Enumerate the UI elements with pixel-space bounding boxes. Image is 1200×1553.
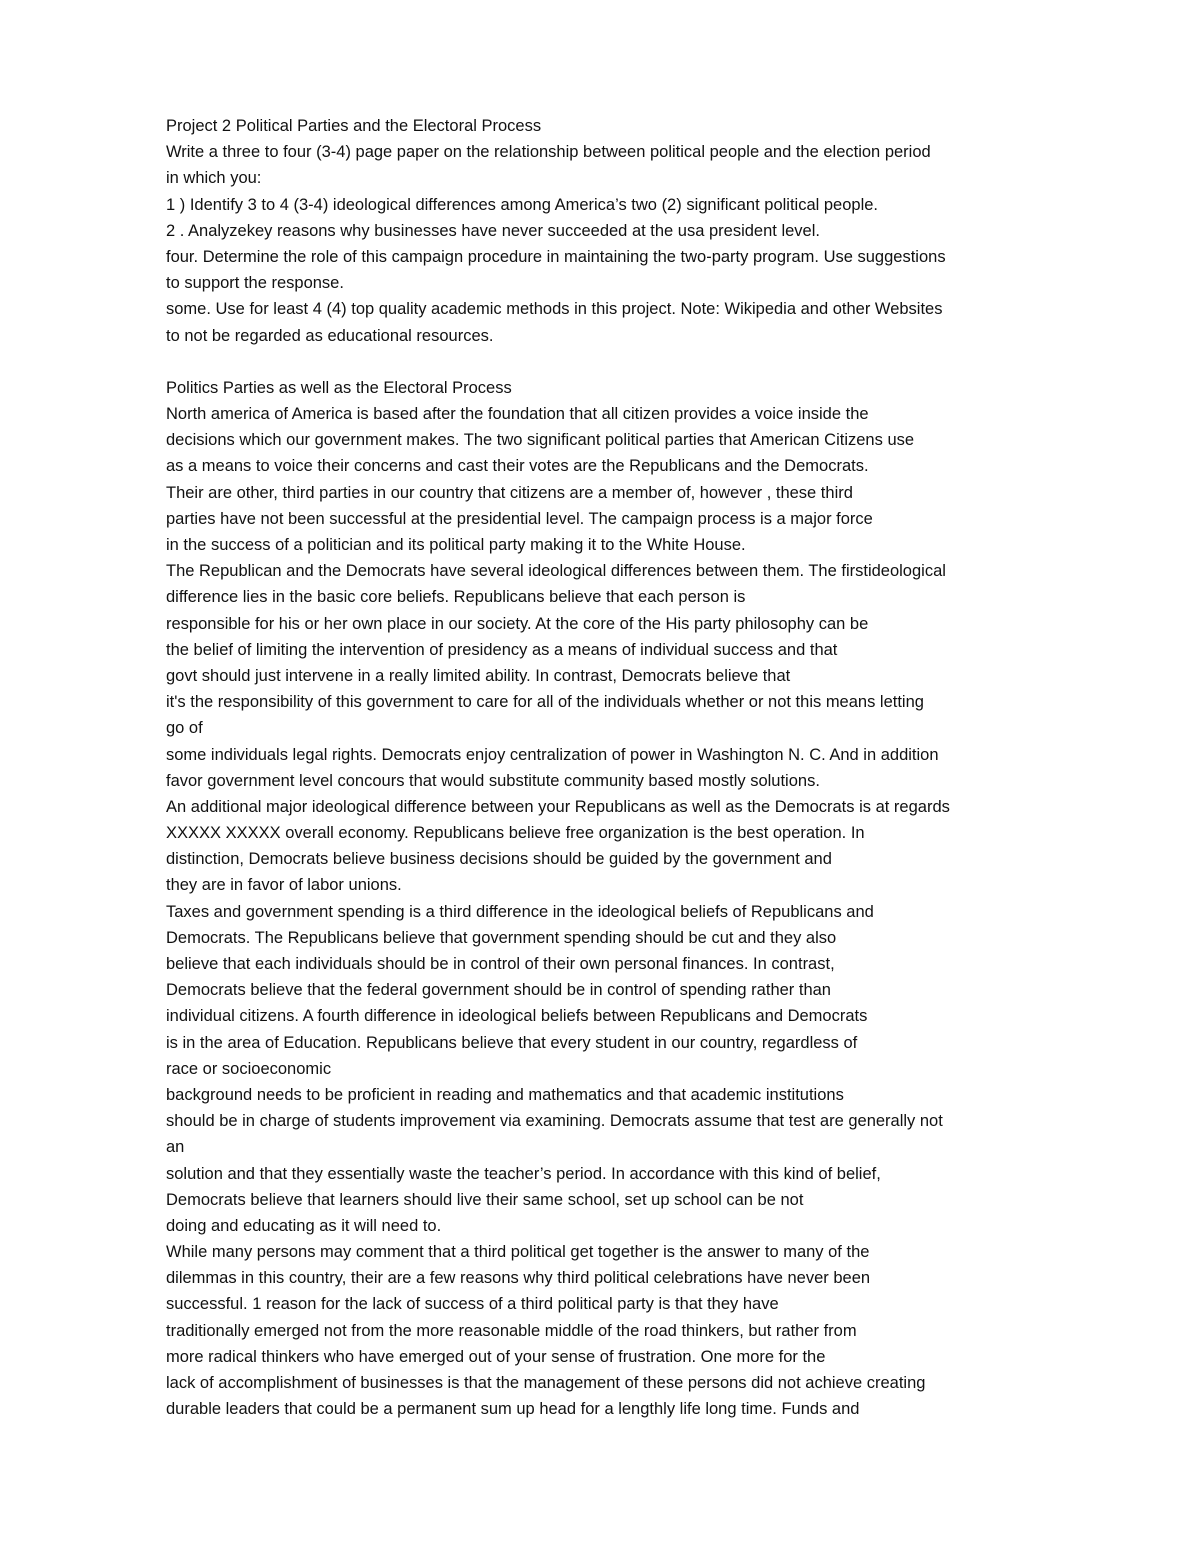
prompt-line: in which you: (166, 169, 262, 188)
essay-line: individual citizens. A fourth difference in ideological beliefs between Republicans and Democrats (166, 1007, 868, 1026)
prompt-line: 1 ) Identify 3 to 4 (3-4) ideological differences among America’s two (2) significant political people. (166, 195, 879, 214)
essay-line: difference lies in the basic core beliefs. Republicans believe that each person is (166, 588, 746, 607)
essay-line: believe that each individuals should be in control of their own personal finances. In contrast, (166, 955, 835, 973)
essay-line: While many persons may comment that a third political get together is the answer to many of the (166, 1243, 870, 1262)
prompt-title: Project 2 Political Parties and the Electoral Process (166, 117, 542, 135)
prompt-line: to support the response. (166, 274, 344, 293)
essay-line: race or socioeconomic (166, 1059, 332, 1078)
essay-title: Politics Parties as well as the Electoral Process (166, 378, 512, 397)
document-body (166, 113, 1126, 1422)
essay-line: it's the responsibility of this government to care for all of the individuals whether or not this means letting (166, 693, 924, 712)
essay-line: favor government level concours that would substitute community based mostly solutions. (166, 771, 820, 790)
essay-line: successful. 1 reason for the lack of success of a third political party is that they have (166, 1295, 779, 1314)
essay-line: the belief of limiting the intervention of presidency as a means of individual success and that (166, 640, 838, 659)
essay-line: background needs to be proficient in reading and mathematics and that academic institutions (166, 1085, 844, 1104)
essay-line: in the success of a politician and its political party making it to the White House. (166, 536, 746, 554)
essay-line: North america of America is based after the foundation that all citizen provides a voice inside the (166, 405, 869, 424)
essay-line: parties have not been successful at the presidential level. The campaign process is a major force (166, 509, 873, 528)
prompt-line: 2 . Analyzekey reasons why businesses have never succeeded at the usa president level. (166, 221, 820, 240)
essay-line: decisions which our government makes. The two significant political parties that American Citizens use (166, 431, 915, 450)
essay-line: traditionally emerged not from the more reasonable middle of the road thinkers, but rather from (166, 1321, 857, 1340)
prompt-line: to not be regarded as educational resources. (166, 326, 494, 345)
essay-line: durable leaders that could be a permanent sum up head for a lengthly life long time. Funds and (166, 1400, 860, 1419)
essay-line: distinction, Democrats believe business decisions should be guided by the government and (166, 850, 832, 869)
assignment-prompt (166, 113, 1126, 349)
essay-line: The Republican and the Democrats have several ideological differences between them. The firstideological (166, 562, 946, 581)
essay-line: Democrats believe that the federal government should be in control of spending rather than (166, 981, 831, 1000)
essay-line: should be in charge of students improvement via examining. Democrats assume that test are generally not (166, 1112, 943, 1131)
essay-line: lack of accomplishment of businesses is that the management of these persons did not achieve creating (166, 1374, 926, 1392)
essay-line: An additional major ideological difference between your Republicans as well as the Democrats is at regards (166, 797, 950, 816)
essay-line: Taxes and government spending is a third difference in the ideological beliefs of Republicans and (166, 902, 874, 921)
essay-line: they are in favor of labor unions. (166, 876, 402, 895)
essay-line: Democrats believe that learners should live their same school, set up school can be not (166, 1190, 804, 1209)
essay-line: Democrats. The Republicans believe that government spending should be cut and they also (166, 928, 837, 947)
essay-line: as a means to voice their concerns and cast their votes are the Republicans and the Democrats. (166, 457, 869, 476)
essay-line: solution and that they essentially waste the teacher’s period. In accordance with this kind of belief, (166, 1164, 881, 1183)
essay-line: Their are other, third parties in our country that citizens are a member of, however , these third (166, 483, 853, 502)
essay-line: more radical thinkers who have emerged out of your sense of frustration. One more for the (166, 1347, 826, 1366)
paragraph-spacer (166, 349, 1126, 375)
essay-line: XXXXX XXXXX overall economy. Republicans believe free organization is the best operation. In (166, 824, 865, 843)
prompt-line: some. Use for least 4 (4) top quality academic methods in this project. Note: Wikipedia and other Websites (166, 300, 943, 319)
essay-body (166, 375, 1126, 1423)
essay-line: govt should just intervene in a really limited ability. In contrast, Democrats believe that (166, 666, 791, 685)
prompt-line: Write a three to four (3-4) page paper on the relationship between political people and the election period (166, 143, 931, 162)
essay-line: doing and educating as it will need to. (166, 1216, 442, 1235)
essay-line: go of (166, 719, 203, 738)
essay-line: an (166, 1138, 185, 1157)
essay-line: dilemmas in this country, their are a few reasons why third political celebrations have never been (166, 1269, 871, 1288)
essay-line: is in the area of Education. Republicans believe that every student in our country, regardless of (166, 1033, 858, 1052)
essay-line: responsible for his or her own place in our society. At the core of the His party philosophy can be (166, 614, 869, 633)
essay-line: some individuals legal rights. Democrats enjoy centralization of power in Washington N. C. And in addition (166, 745, 939, 764)
prompt-line: four. Determine the role of this campaign procedure in maintaining the two-party program. Use suggestions (166, 247, 946, 266)
